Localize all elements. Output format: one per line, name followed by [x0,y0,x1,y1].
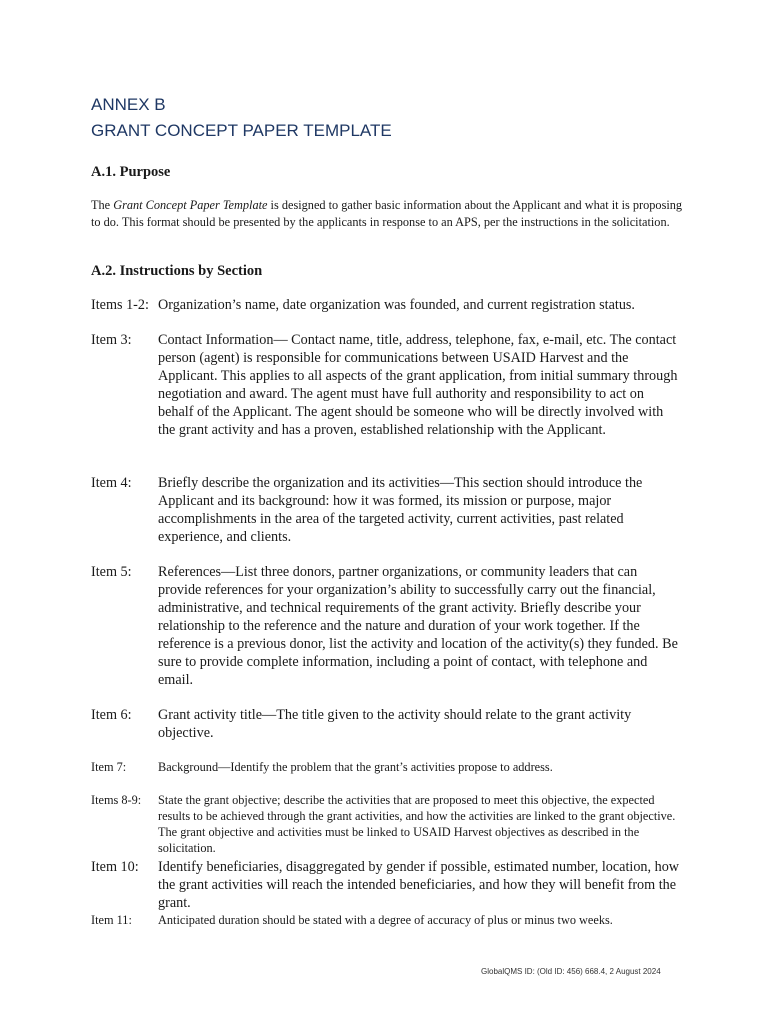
item-5 [91,563,681,689]
item-text: Grant activity title—The title given to the activity should relate to the grant activity objective. [158,707,632,741]
template-name: Grant Concept Paper Template [113,198,268,212]
item-label: Item 7: [91,760,127,774]
item-text: State the grant objective; describe the activities that are proposed to meet this objective, the expected results to be achieved through the grant activities, and how the activities are linked to the grant objective. The grant objective and activities must be linked to USAID Harvest objectives as described in the solicitation. [158,793,676,855]
item-label: Item 5: [91,564,132,580]
purpose-heading: A.1. Purpose [91,164,171,180]
item-11 [91,912,681,928]
item-label: Item 3: [91,332,132,348]
item-text: Organization’s name, date organization was founded, and current registration status. [158,297,635,313]
item-1-2 [91,296,681,314]
purpose-rest: is designed to gather basic information about the Applicant and what it is proposing to do. This format should be presented by the applicants in response to an APS, per the instructions in the solicitation. [91,198,683,229]
item-4 [91,474,681,546]
document-title: GRANT CONCEPT PAPER TEMPLATE [91,121,392,140]
item-text: Briefly describe the organization and its activities—This section should introduce the Applicant and its background: how it was formed, its mission or purpose, major accomplishments in the area of the targeted activity, current activities, past related experience, and clients. [158,475,643,545]
item-label: Item 10: [91,859,139,875]
item-text: References—List three donors, partner organizations, or community leaders that can provide references for your organization’s ability to successfully carry out the financial, administrative, and technical requirements of the grant activity. Briefly describe your relationship to the reference and the nature and duration of your work together. If the reference is a previous donor, list the activity and location of the activity(s) they funded. Be sure to provide complete information, including a point of contact, with telephone and email. [158,564,678,688]
item-10 [91,858,681,912]
item-7 [91,759,681,775]
item-text: Contact Information— Contact name, title, address, telephone, fax, e-mail, etc. The contact person (agent) is responsible for communications between USAID Harvest and the Applicant. This applies to all aspects of the grant application, from initial summary through negotiation and award. The agent must have full authority and responsibility to act on behalf of the Applicant. The agent should be someone who will be directly involved with the grant activity and has a proven, established relationship with the Applicant. [158,332,678,438]
item-text: Anticipated duration should be stated with a degree of accuracy of plus or minus two weeks. [158,913,613,927]
item-label: Item 6: [91,707,132,723]
item-text: Background—Identify the problem that the grant’s activities propose to address. [158,760,553,774]
item-label: Item 4: [91,475,132,491]
item-label: Items 8-9: [91,793,142,807]
item-3 [91,331,681,439]
item-6 [91,706,681,742]
item-text: Identify beneficiaries, disaggregated by gender if possible, estimated number, location, how the grant activities will reach the intended beneficiaries, and how they will benefit from the grant. [158,859,680,911]
purpose-paragraph [91,197,691,231]
document-footer: GlobalQMS ID: (Old ID: 456) 668.4, 2 August 2024 [481,967,661,976]
annex-label: ANNEX B [91,95,166,114]
instructions-heading: A.2. Instructions by Section [91,263,263,279]
item-label: Items 1-2: [91,297,149,313]
purpose-intro: The [91,198,114,212]
item-label: Item 11: [91,913,132,927]
item-8-9 [91,792,681,856]
